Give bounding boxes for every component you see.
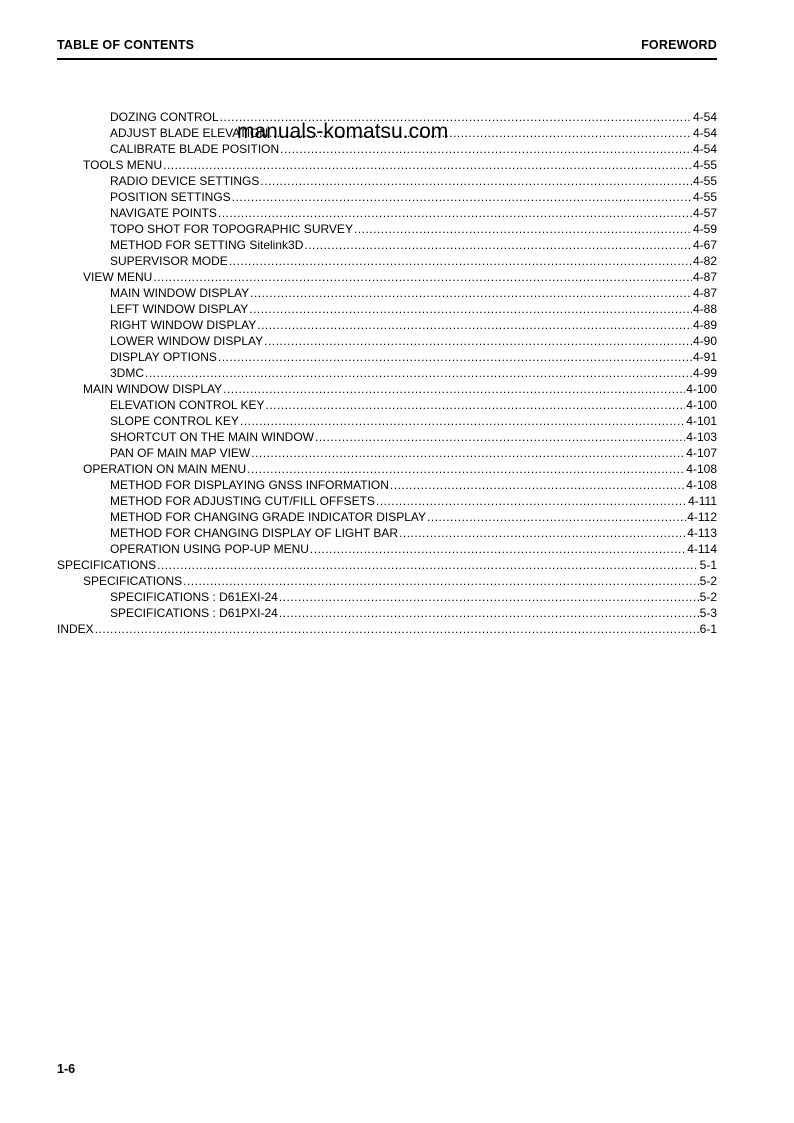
toc-leader-dots	[310, 541, 686, 557]
toc-entry-page: 4-100	[686, 398, 717, 412]
toc-leader-dots	[183, 573, 699, 589]
toc-entry-title: VIEW MENU	[83, 270, 153, 284]
toc-entry	[57, 621, 717, 637]
toc-leader-dots	[257, 317, 692, 333]
toc-leader-dots	[95, 621, 699, 637]
page-header	[57, 38, 717, 60]
toc-entry-title: POSITION SETTINGS	[110, 190, 231, 204]
toc-entry-page: 4-101	[686, 414, 717, 428]
toc-entry	[57, 221, 717, 237]
toc-entry	[57, 589, 717, 605]
toc-entry-title: ELEVATION CONTROL KEY	[110, 398, 265, 412]
toc-entry	[57, 557, 717, 573]
toc-entry-page: 5-1	[699, 558, 717, 572]
toc-entry	[57, 397, 717, 413]
toc-entry-page: 4-100	[686, 382, 717, 396]
toc-entry	[57, 445, 717, 461]
toc-entry-page: 4-108	[686, 478, 717, 492]
toc-entry-title: TOPO SHOT FOR TOPOGRAPHIC SURVEY	[110, 222, 353, 236]
toc-entry-page: 4-103	[686, 430, 717, 444]
toc-leader-dots	[218, 349, 692, 365]
toc-leader-dots	[279, 605, 699, 621]
toc-leader-dots	[251, 445, 685, 461]
toc-entry	[57, 173, 717, 189]
toc-entry-title: METHOD FOR SETTING Sitelink3D	[110, 238, 304, 252]
toc-leader-dots	[265, 397, 685, 413]
toc-leader-dots	[247, 461, 685, 477]
toc-entry-title: RIGHT WINDOW DISPLAY	[110, 318, 257, 332]
toc-leader-dots	[260, 173, 692, 189]
toc-entry-page: 5-2	[699, 590, 717, 604]
toc-entry	[57, 157, 717, 173]
toc-leader-dots	[163, 157, 692, 173]
toc-entry-page: 5-2	[699, 574, 717, 588]
toc-leader-dots	[223, 381, 685, 397]
toc-entry-title: METHOD FOR ADJUSTING CUT/FILL OFFSETS	[110, 494, 375, 508]
toc-entry-page: 4-87	[692, 270, 717, 284]
toc-entry-page: 4-91	[692, 350, 717, 364]
toc-entry	[57, 461, 717, 477]
toc-leader-dots	[315, 429, 685, 445]
toc-leader-dots	[279, 589, 699, 605]
toc-entry-title: OPERATION ON MAIN MENU	[83, 462, 247, 476]
toc-entry	[57, 301, 717, 317]
toc-entry-page: 5-3	[699, 606, 717, 620]
toc-entry	[57, 541, 717, 557]
toc-entry-title: SPECIFICATIONS : D61EXI-24	[110, 590, 278, 604]
toc-entry	[57, 205, 717, 221]
toc-leader-dots	[218, 205, 692, 221]
toc-entry	[57, 333, 717, 349]
toc-entry-page: 4-89	[692, 318, 717, 332]
toc-leader-dots	[232, 189, 692, 205]
toc-entry	[57, 605, 717, 621]
toc-leader-dots	[153, 269, 692, 285]
toc-entry	[57, 573, 717, 589]
toc-entry	[57, 429, 717, 445]
toc-entry-title: SPECIFICATIONS	[83, 574, 183, 588]
toc-entry-title: METHOD FOR CHANGING GRADE INDICATOR DISPLAY	[110, 510, 427, 524]
toc-entry	[57, 525, 717, 541]
toc-entry-title: CALIBRATE BLADE POSITION	[110, 142, 280, 156]
toc-entry	[57, 349, 717, 365]
toc-leader-dots	[145, 365, 692, 381]
toc-leader-dots	[390, 477, 685, 493]
toc-leader-dots	[399, 525, 686, 541]
toc-entry	[57, 365, 717, 381]
toc-leader-dots	[250, 285, 692, 301]
toc-entry	[57, 285, 717, 301]
toc-entry-title: TOOLS MENU	[83, 158, 163, 172]
toc-entry	[57, 509, 717, 525]
toc-entry	[57, 381, 717, 397]
toc-entry-title: SPECIFICATIONS : D61PXI-24	[110, 606, 278, 620]
toc-entry-title: SUPERVISOR MODE	[110, 254, 228, 268]
toc-entry-page: 6-1	[699, 622, 717, 636]
toc-entry-page: 4-57	[692, 206, 717, 220]
toc-entry-page: 4-107	[686, 446, 717, 460]
toc-entry-page: 4-59	[692, 222, 717, 236]
watermark: manuals-komatsu.com	[237, 120, 449, 143]
toc-entry-title: RADIO DEVICE SETTINGS	[110, 174, 260, 188]
toc-entry-title: SPECIFICATIONS	[57, 558, 157, 572]
toc-entry	[57, 269, 717, 285]
toc-entry-title: PAN OF MAIN MAP VIEW	[110, 446, 251, 460]
toc-entry-title: LEFT WINDOW DISPLAY	[110, 302, 249, 316]
toc-leader-dots	[157, 557, 699, 573]
toc-entry-title: MAIN WINDOW DISPLAY	[110, 286, 250, 300]
toc-leader-dots	[354, 221, 692, 237]
toc-entry	[57, 477, 717, 493]
toc-entry-page: 4-54	[692, 110, 717, 124]
toc-leader-dots	[240, 413, 685, 429]
toc-entry	[57, 413, 717, 429]
toc-entry-page: 4-82	[692, 254, 717, 268]
toc-entry-title: DOZING CONTROL	[110, 110, 219, 124]
toc-entry-title: OPERATION USING POP-UP MENU	[110, 542, 309, 556]
header-title: TABLE OF CONTENTS	[57, 38, 195, 52]
toc-entry-page: 4-111	[688, 494, 717, 508]
toc-leader-dots	[264, 333, 692, 349]
toc-entry-page: 4-99	[692, 366, 717, 380]
page-number: 1-6	[57, 1062, 76, 1076]
toc-entry	[57, 237, 717, 253]
toc-entry-page: 4-54	[692, 126, 717, 140]
toc-entry-title: NAVIGATE POINTS	[110, 206, 217, 220]
toc-entry-page: 4-55	[692, 158, 717, 172]
toc-entry-title: SHORTCUT ON THE MAIN WINDOW	[110, 430, 314, 444]
toc-entry-page: 4-108	[686, 462, 717, 476]
toc-entry-page: 4-55	[692, 174, 717, 188]
toc-entry-page: 4-87	[692, 286, 717, 300]
toc-entry-page: 4-55	[692, 190, 717, 204]
toc-entry-title: INDEX	[57, 622, 94, 636]
header-section: FOREWORD	[641, 38, 717, 52]
toc-entry-title: 3DMC	[110, 366, 145, 380]
toc-entry-page: 4-67	[692, 238, 717, 252]
toc-entry-page: 4-90	[692, 334, 717, 348]
toc-entry-title: SLOPE CONTROL KEY	[110, 414, 239, 428]
toc-entry-title: LOWER WINDOW DISPLAY	[110, 334, 264, 348]
toc-leader-dots	[249, 301, 692, 317]
toc-entry-page: 4-114	[687, 542, 717, 556]
table-of-contents	[57, 109, 717, 637]
toc-entry-page: 4-112	[687, 510, 717, 524]
toc-leader-dots	[376, 493, 687, 509]
toc-entry-title: METHOD FOR CHANGING DISPLAY OF LIGHT BAR	[110, 526, 399, 540]
toc-leader-dots	[304, 237, 692, 253]
toc-entry-title: DISPLAY OPTIONS	[110, 350, 217, 364]
toc-entry	[57, 189, 717, 205]
toc-entry-page: 4-88	[692, 302, 717, 316]
toc-entry	[57, 253, 717, 269]
toc-leader-dots	[427, 509, 686, 525]
toc-entry-title: ADJUST BLADE ELEVATION	[110, 126, 269, 140]
toc-entry-title: MAIN WINDOW DISPLAY	[83, 382, 223, 396]
toc-entry-title: METHOD FOR DISPLAYING GNSS INFORMATION	[110, 478, 389, 492]
toc-entry	[57, 493, 717, 509]
toc-entry-page: 4-54	[692, 142, 717, 156]
toc-entry-page: 4-113	[687, 526, 717, 540]
toc-leader-dots	[229, 253, 692, 269]
toc-entry	[57, 317, 717, 333]
